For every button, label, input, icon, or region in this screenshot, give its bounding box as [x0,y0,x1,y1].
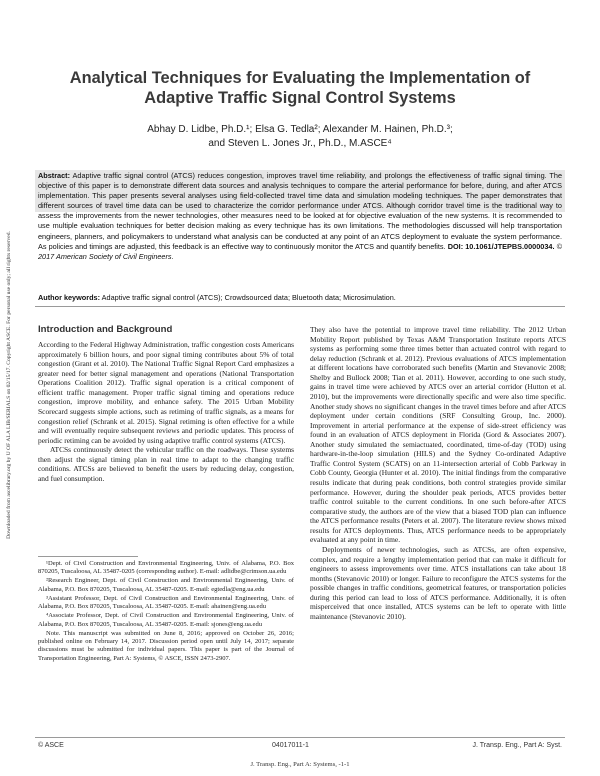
keywords-text: Adaptive traffic signal control (ATCS); Crowdsourced data; Bluetooth data; Microsimulation. [101,293,396,302]
intro-paragraph-1: According to the Federal Highway Administration, traffic congestion costs Americans approximately 6 billion hours, and poor signal timing contributes about 5% of total congestion (Grant et al. 2010). The National Traffic Signal Report Card emphasizes a greater need for better signal management and operations (National Transportation Operations Coalition 2012). Traffic signal operation is a critical component of efficient traffic management. Proper traffic signal timing and operations reduce congestion, improve mobility, and enhance safety. The 2015 Urban Mobility Scorecard suggests simple actions, such as retiming of traffic signals, as a means for congestion relief (Schrank et al. 2015). Signal retiming is often effective for a while and will eventually require subsequent reviews and periodic updates. This process of periodic retiming can be avoided by using adaptive traffic control systems (ATCS). [38,340,294,445]
background-paragraph-2: Deployments of newer technologies, such as ATCSs, are often expensive, complex, and require a lengthy implementation period that can make it difficult for engineers to assess improvements over time. ATCS installations can take about 18 months (Stevanovic 2010) or longer. Failure to reconfigure the ATCS systems for the possible changes in traffic conditions, geometrical features, or transportation policies during this period can lead to loss of ATCS performance. Additionally, it is often misperceived that once installed, ATCS systems can be left to operate with little maintenance (Stevanovic 2010). [310,544,566,621]
background-paragraph-1: They also have the potential to improve travel time reliability. The 2012 Urban Mobility Report published by Texas A&M Transportation Institute reports ATCS systems as performing some three times better than actuated control with regard to delay reduction (Schrank et al. 2012). Previous evaluations of ATCS implementation at different locations have corroborated such benefits (Martin and Stevanovic 2008; Shelby and Bullock 2008; Tian et al. 2011). However, according to one such study, gains in travel time were achieved by ATCS over an arterial corridor (Hutton et al. 2010), but the improvements were directionally specific and were also time specific. Another study shows no significant changes in the travel times before and after ATCS deployment under certain conditions (SRF Consulting Group, Inc. 2000). Improvement in arterial performance at the expense of side-street efficiency was found in an evaluation of ATCS deployment in Florida (Gord & Associates 2007). Another study simulated the semiactuated, coordinated, time-of-day (TOD) using hardware-in-the-loop simulation (HILS) and the Sydney Co-ordinated Adaptive Traffic Control System (SCATS) on an 11-intersection arterial of Cobb Parkway in Cobb County, Georgia (Hunter et al. 2010). The initial findings from the comparative results indicate that during peak conditions, both control strategies provide similar performance. However, during the shoulder peak periods, ATCS provides better traffic control suitable to the current conditions. In one such before-after ATCS comparative study, the authors are of the view that a biased TOD plan can influence the ATCS performance results (Peters et al. 2007). The literature review shows mixed results for ATCS deployments. Thus, ATCS performance needs to be appropriately evaluated at any point in time. [310,325,566,545]
abstract [38,171,562,262]
left-column [38,340,294,483]
footnote-divider [38,556,138,557]
journal-name: J. Transp. Eng., Part A: Syst. [472,742,562,749]
author-keywords [38,293,562,303]
right-column [310,325,566,621]
download-notice: Downloaded from ascelibrary.org by U OF ALA LIB/SERIALS on 02/15/17. Copyright ASCE. For personal use only; all rights reserved. [6,231,12,539]
abstract-label: Abstract: [38,171,71,180]
page-number: 04017011-1 [272,742,309,749]
copyright-notice: © 2017 American Society of Civil Engineers. [38,241,562,261]
authors-line-1: Abhay D. Lidbe, Ph.D.¹; Elsa G. Tedla²; Alexander M. Hainen, Ph.D.³; [147,124,453,135]
bottom-citation: J. Transp. Eng., Part A: Systems, -1-1 [250,761,350,768]
footer-divider [35,737,565,738]
keywords-label: Author keywords: [38,293,101,302]
abstract-text: Adaptive traffic signal control (ATCS) reduces congestion, improves travel time reliability, and prolongs the effectiveness of traffic signal timing. The objective of this paper is to demonstrate different data sources and analysis techniques to compare the arterial performance for before, during, and after ATCS implementation. This paper presents several analyses using field-collected travel time data and simulation modeling techniques. The paper demonstrates that different sources of travel time data can be used to characterize the corridor performance under ATCS. Although corridor travel time is the traditional way to assess the improvements from the newer technologies, other measures need to be looked at for objective evaluation of the new systems. It is recommended to use multiple evaluation techniques for better decision making as every technique has its own limitations. The methodologies discussed will help transportation engineers, planners, and policymakers to understand what analysis can be conducted at any point of an ATCS deployment to evaluate the system performance. As policies and timings are adjusted, this feedback is an effective way to continuously monitor the ATCS and quantify benefits. [38,171,563,251]
footnotes [38,560,294,664]
footer-left: © ASCE [38,742,64,749]
paper-title: Analytical Techniques for Evaluating the Implementation of Adaptive Traffic Signal Control Systems [69,69,531,107]
doi-link[interactable]: 10.1061/JTEPBS.0000034. [465,241,555,251]
footnote-2: ²Research Engineer, Dept. of Civil Construction and Environmental Engineering, Univ. of Alabama, P.O. Box 870205, Tuscaloosa, AL 35487-0205. E-mail: egtedla@eng.ua.edu [38,577,294,593]
header-divider [35,306,565,307]
doi-label: DOI: [447,241,464,251]
submission-note: Note. This manuscript was submitted on June 8, 2016; approved on October 26, 2016; published online on February 14, 2017. Discussion period open until July 14, 2017; separate discussions must be submitted for individual papers. This paper is part of the Journal of Transportation Engineering, Part A: Systems, © ASCE, ISSN 2473-2907. [38,629,294,662]
footnote-1: ¹Dept. of Civil Construction and Environmental Engineering, Univ. of Alabama, P.O. Box 870205, Tuscaloosa, AL 35487-0205 (corresponding author). E-mail: adlidbe@crimson.ua.edu [38,560,294,576]
author-list [40,123,560,151]
footnote-3: ³Assistant Professor, Dept. of Civil Construction and Environmental Engineering, Univ. of Alabama, P.O. Box 870205, Tuscaloosa, AL 35487-0205. E-mail: ahainen@eng.ua.edu [38,594,294,611]
intro-paragraph-2: ATCSs continuously detect the vehicular traffic on the roadways. These systems then adjust the signal timing plan in real time to adapt to the changing traffic conditions. ATCSs are believed to benefit the users by reducing delay, congestion, and fuel consumption. [38,445,294,483]
footnote-4: ⁴Associate Professor, Dept. of Civil Construction and Environmental Engineering, Univ. of Alabama, P.O. Box 870205, Tuscaloosa, AL 35487-0205. E-mail: sjones@eng.ua.edu [38,612,294,628]
section-heading: Introduction and Background [38,324,173,335]
authors-line-2: and Steven L. Jones Jr., Ph.D., M.ASCE⁴ [208,138,392,149]
